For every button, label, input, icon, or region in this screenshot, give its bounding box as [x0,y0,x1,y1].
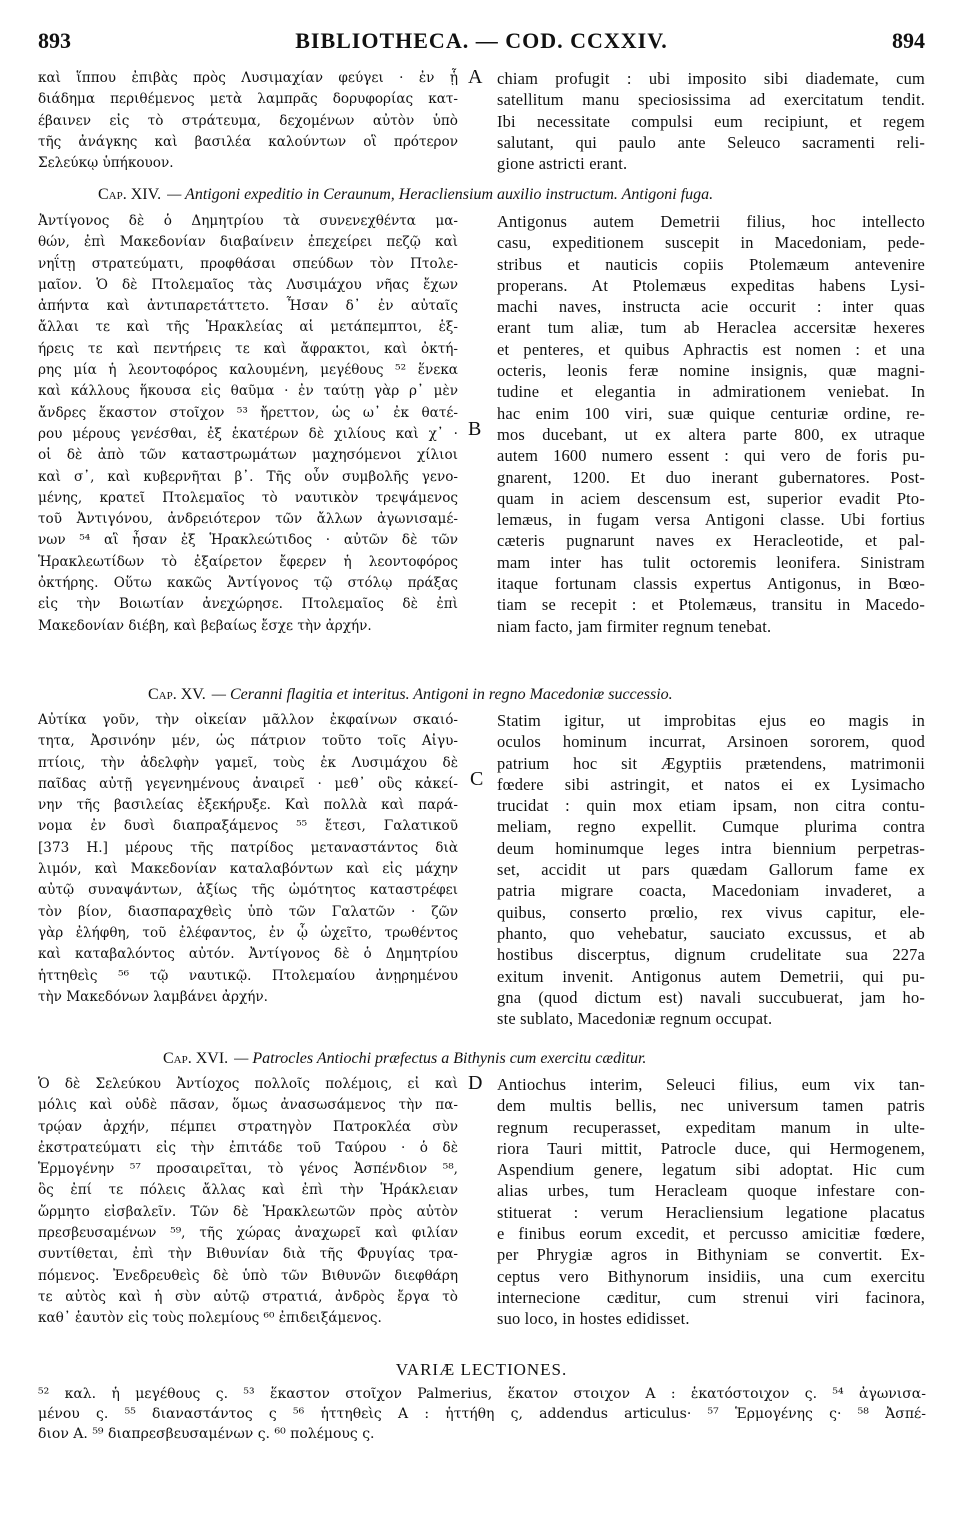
greek-line: ὀκτήρης. Οὕτω κακῶς Ἀντίγονος τῷ στόλῳ πράξας [38,575,458,592]
latin-line: quam in aciem descensum est, superior evadit Pto- [497,488,925,508]
greek-line: Ἀντίγονος δὲ ὁ Δημητρίου τὰ συνενεχθέντα μα- [38,213,458,229]
chapter-heading-15 [148,686,925,708]
chapter-number: Cap. XIV. [98,186,162,203]
note-line: μένου ς. ⁵⁵ διαναστάντος ς ⁵⁶ ἡττηθεὶς A : ἡττήθη ς, addendus articulus· ⁵⁷ Ἑρμογένης ς· ⁵⁸ Ἀσπέ- [38,1406,926,1422]
greek-line: Ἡρακλεωτίδων τὸ ἐξαίρετον ἔφερεν ἡ λεοντοφόρος [38,553,458,570]
greek-line: τητα, Ἀρσινόην μέν, ὡς πάτριον τοῦτο τοῖς Αἰγυ- [38,733,458,750]
latin-line: Statim igitur, ut improbitas ejus eo magis in [497,711,925,730]
greek-line: ἀπήντα καὶ ἀντιπαρετάττετο. Ἦσαν δ᾽ ἐν αὐταῖς [38,298,458,315]
latin-line: stituerat : verum Heracliensium legatione placatus [497,1202,925,1222]
latin-line: cæteris pugnarunt naves ex Heracleotide, et pal- [497,531,925,551]
greek-line: μένης, κρατεῖ Πτολεμαῖος τὸ ναυτικὸν τρεψάμενος [38,489,458,506]
greek-column-section-3 [38,710,458,1008]
greek-line: μόλις καὶ οὐδὲ πᾶσαν, ὅμως ἀνασωσάμενος τὴν πα- [38,1097,458,1114]
greek-line: ἐκστρατεύματι εἰς τὴν ἐπιτάδε τοῦ Ταύρου · ὁ δὲ [38,1139,458,1156]
margin-letter-a: A [468,66,483,88]
greek-line: νηΐτῃ στρατεύματι, προφθάσαι σπεύδων τὸν Πτολε- [38,255,458,272]
greek-line: ὥρμητο εἰσβαλεῖν. Τῶν δὲ Ἡρακλεωτῶν πρὸς αὐτὸν [38,1203,458,1220]
latin-line: octeris, leonis feræ nomine insignis, quæ magni- [497,361,925,381]
chapter-title: — Antigoni expeditio in Ceraunum, Heracliensium auxilio instructum. Antigoni fuga. [167,186,714,203]
greek-line: πτίοις, τὴν ἀδελφὴν γαμεῖ, τοὺς ἐκ Λυσιμάχου δὲ [38,754,458,771]
latin-line: niam facto, jam firmiter regnum tenebat. [497,616,772,636]
latin-column-section-4 [497,1074,925,1330]
latin-line: meliam, regno expellit. Cumque plurima contra [497,817,925,837]
latin-line: per Phrygiæ agros in Bithyniam se convertit. Ex- [497,1245,925,1265]
latin-line: riora Tauri mittit, Patrocle duce, qui Hermogenem, [497,1138,925,1158]
note-line: διον A. ⁵⁹ διαπρεσβευσαμένων ς. ⁶⁰ πολέμους ς. [38,1426,375,1442]
latin-line: properans. At Ptolemæus expeditas habens Lysi- [497,275,925,295]
greek-line: νην τῆς βασιλείας ἐξεκήρυξε. Καὶ πολλὰ καὶ παρά- [38,797,458,814]
greek-line: αὐτῷ συναψάντων, ἀξίως τῆς ὠμότητος καταστρέφει [38,882,458,899]
chapter-title: — Patrocles Antiochi præfectus a Bithynis cum exercitu cæditur. [234,1050,647,1067]
latin-line: oculos hominum incurrat, Arsinoen sororem, quod [497,732,925,752]
greek-line: ἡττηθεὶς ⁵⁶ τῷ ναυτικῷ. Πτολεμαίου ἀνῃρημένου [38,967,458,984]
greek-line: [373 H.] μέρους τῆς πατρίδος μεταναστάντος διὰ [38,839,458,856]
greek-line: μαῖον. Ὁ δὲ Πτολεμαῖος τὰς Λυσιμάχου νῆας ἔχων [38,276,458,293]
note-line: ⁵² καλ. ἡ μεγέθους ς. ⁵³ ἕκαστον στοῖχον Palmerius, ἕκατον στοιχον A : ἑκατόστοιχον ς. ⁵⁴ ἀγωνισα- [38,1386,926,1402]
chapter-heading-16 [163,1050,925,1072]
greek-line: τοῦ Ἀντιγόνου, ἀνδρειότερον τῶν ἄλλων ἀγωνισαμέ- [38,511,458,528]
latin-line: Aspendium genere, legatum sibi adoptat. Hic cum [497,1160,925,1180]
margin-letter-c: C [470,768,484,790]
latin-line: itaque fortunam classis expertus Antigonus, in Bœo- [497,574,925,594]
latin-line: machi naves, instructa acie occurit : inter quas [497,297,925,317]
greek-line: οἱ δὲ ἀπὸ τῶν καταστρωμάτων μαχησόμενοι χίλιοι [38,447,458,464]
chapter-number: Cap. XVI. [163,1050,229,1067]
latin-line: Antigonus autem Demetrii filius, hoc intellecto [497,212,925,231]
running-header [38,28,925,60]
latin-line: hac enim 100 viri, suæ quique centuriæ ordine, re- [497,403,925,423]
greek-line: πρεσβευσαμένων ⁵⁹, τῆς χώρας ἀναχωρεῖ καὶ φιλίαν [38,1225,458,1242]
chapter-title: — Ceranni flagitia et interitus. Antigoni in regno Macedoniæ successio. [211,686,673,703]
greek-line: Μακεδονίαν διέβη, καὶ βεβαίως ἔσχε τὴν ἀρχήν. [38,617,372,634]
greek-line: καὶ ἵππου ἐπιβὰς πρὸς Λυσιμαχίαν φεύγει · ἐν ᾗ [38,70,458,86]
greek-line: νομα ἐν δυσὶ διαπραξάμενος ⁵⁵ ἔτεσι, Γαλατικοῦ [38,818,458,835]
greek-line: ἄνδρες ἕκαστον στοῖχον ⁵³ ἤρεττον, ὡς ω᾽ ἐκ θατέ- [38,404,458,421]
latin-line: et penteres, et quibus Aphractis est nomen : et una [497,339,925,359]
latin-line: trucidat : quin mox etiam ipsam, non citra contu- [497,796,925,816]
greek-line: θών, ἐπὶ Μακεδονίαν διαβαίνειν ἐπεχείρει πεζῷ καὶ [38,234,458,251]
latin-line: exitum invenit. Antigonus autem Demetrii, qui pu- [497,966,925,986]
margin-letter-b: B [468,418,482,440]
greek-line: ὃς ἐπί τε πόλεις ἄλλας καὶ ἐπὶ τὴν Ἡράκλειαν [38,1182,458,1199]
greek-line: νων ⁵⁴ αἳ ἦσαν ἐξ Ἡρακλεώτιδος · αὐτῶν δὲ τῶν [38,532,458,549]
latin-line: mam inter has tulit octoremis leonifera. Sinistram [497,552,925,572]
variae-lectiones-notes [38,1384,926,1444]
latin-column-section-2 [497,211,925,637]
latin-line: tiam se recepit : et Ptolemæus, transitu in Macedo- [497,595,925,615]
greek-line: ρου μέρους γενέσθαι, ἐξ ἑκατέρων δὲ χιλίους καὶ χ᾽ · [38,425,458,442]
latin-line: internecione cæditur, cum strenui viri facinora, [497,1287,925,1307]
greek-line: Αὐτίκα γοῦν, τὴν οἰκείαν μᾶλλον ἐκφαίνων σκαιό- [38,712,458,728]
latin-line: satellitum manu speciosissima ad exercitatum tendit. [497,90,925,110]
greek-line: τρῴαν ἀρχήν, πέμπει στρατηγὸν Πατροκλέα σὺν [38,1118,458,1135]
greek-line: τῆς ἀνάγκης καὶ βασιλέα καλούντων οἳ πρότερον [38,133,458,150]
greek-line: λιμόν, καὶ Μακεδονίαν καταλαβόντων καὶ εἰς μάχην [38,861,458,878]
greek-line: καθ᾽ ἑαυτὸν εἰς τοὺς πολεμίους ⁶⁰ ἐπιδειξάμενος. [38,1310,382,1327]
greek-line: γὰρ ἐλήφθη, τοῦ ἐλέφαντος, ἐν ᾧ ὠχεῖτο, τρωθέντος [38,924,458,941]
latin-line: erant tum aliæ, tum ab Heraclea accersitæ hexeres [497,318,925,338]
variae-lectiones-heading: VARIÆ LECTIONES. [395,1360,568,1379]
latin-line: gna (quod dictum est) navali succubuerat, jam ho- [497,987,925,1007]
page-number-right: 894 [892,28,925,53]
chapter-heading-14 [98,186,925,208]
greek-line: ρης μία ἡ λεοντοφόρος καλουμένη, μεγέθους ⁵² ἕνεκα [38,362,458,379]
latin-line: ste sublato, Macedoniæ regnum occupat. [497,1009,773,1029]
margin-letter-d: D [468,1072,483,1094]
latin-line: e finibus eorum excedit, et percusso amicitiæ fœdere, [497,1224,925,1244]
latin-line: quibus, conserto prœlio, rex vivus capitur, ele- [497,902,925,922]
latin-line: Antiochus interim, Seleuci filius, eum vix tan- [497,1075,925,1094]
latin-line: fœdere sibi astringit, et natos ei ex Lysimacho [497,774,925,794]
greek-column-section-1 [38,68,458,174]
greek-line: Ἑρμογένην ⁵⁷ προσαιρεῖται, τὸ γένος Ἀσπένδιον ⁵⁸, [38,1161,458,1178]
latin-line: salutant, qui paulo ante Seleuco sacramenti reli- [497,132,925,152]
latin-line: autem 1600 numero essent : qui vero de foris pu- [497,446,925,466]
page-number-left: 893 [38,28,71,53]
latin-line: set, accidit ut pars quædam Gallorum fame ex [497,860,925,880]
greek-line: ἄλλαι τε καὶ τῆς Ἡρακλείας αἱ μετάπεμπτοι, ἑξ- [38,319,458,336]
greek-line: τὸν βίον, διασπαραχθεὶς ὑπὸ τῶν Γαλατῶν · ζῶν [38,903,458,920]
latin-line: deum hominumque leges intra biennium perpetras- [497,838,925,858]
latin-line: hostibus discerptus, dignum crudelitate sua 227a [497,945,925,965]
latin-column-section-3 [497,710,925,1029]
greek-column-section-4 [38,1074,458,1330]
greek-line: ήρεις τε καὶ πεντήρεις τε καὶ ἄφρακτοι, καὶ ὀκτή- [38,340,458,357]
latin-line: tudine et elegantia in admirationem veniebat. In [497,382,925,402]
latin-line: casu, expeditionem suscepit in Macedoniam, pede- [497,233,925,253]
latin-line: suo loco, in hostes edidisset. [497,1309,690,1329]
latin-line: phanto, quo vehebatur, sauciato excussus, et ab [497,923,925,943]
latin-line: mos ducebant, ut ex altera parte 800, ex utraque [497,424,925,444]
latin-line: gnarent, 1200. Et duo inerant gubernatores. Post- [497,467,925,487]
greek-line: καὶ σ᾽, καὶ κυβερνῆται β᾽. Τῆς οὖν συμβολῆς γενο- [38,468,458,485]
latin-line: ceptus vero Bithynorum insidiis, una cum exercitu [497,1266,925,1286]
greek-line: συντίθεται, ἐπὶ τὴν Βιθυνίαν διὰ τῆς Φρυγίας τρα- [38,1246,458,1263]
latin-line: Ibi necessitate compulsi eum recipiunt, et regem [497,111,925,131]
greek-line: τὴν Μακεδόνων λαμβάνει ἀρχήν. [38,988,268,1005]
latin-line: chiam profugit : ubi imposito sibi diademate, cum [497,69,925,88]
latin-line: lemæus, in fugam versa Antigoni classe. Ubi fortius [497,510,925,530]
greek-line: εἰς τὴν Βοιωτίαν ἀνεχώρησε. Πτολεμαῖος δὲ ἐπὶ [38,596,458,613]
greek-line: έβαινεν εἰς τὸ στράτευμα, δεχομένων αὐτὸν ὑπὸ [38,112,458,129]
greek-line: παῖδας αὐτῇ γεγενημένους ἀναιρεῖ · μεθ᾽ οὓς κἀκεί- [38,775,458,792]
greek-line: τε αὐτὸς καὶ ἡ σὺν αὐτῷ στρατιά, ἀνδρὸς ἔργα τὸ [38,1288,458,1305]
greek-line: Σελεύκῳ ὑπήκουον. [38,155,174,172]
greek-line: πόμενος. Ἐνεδρευθεὶς δὲ ὑπὸ τῶν Βιθυνῶν διεφθάρη [38,1267,458,1284]
greek-line: καὶ κάλλους ἥκουσα εἰς θαῦμα · ἐν ταύτῃ γὰρ ρ᾽ μὲν [38,383,458,400]
latin-line: patria migrare coacta, Macedoniam invaderet, a [497,881,925,901]
running-title: BIBLIOTHECA. — COD. CCXXIV. [295,28,668,53]
chapter-number: Cap. XV. [148,686,206,703]
latin-line: alias urbes, tum Heracleam quoque infestare con- [497,1181,925,1201]
greek-column-section-2 [38,211,458,637]
greek-line: καὶ καταβαλόντος αὐτόν. Ἀντίγονος δὲ ὁ Δημητρίου [38,946,458,963]
latin-line: patrium hoc sit Ægyptiis prætendens, matrimonii [497,753,925,773]
latin-line: dem multis bellis, nec universum tamen patris [497,1096,925,1116]
latin-line: regnum recuperasset, expeditam manum in ulte- [497,1117,925,1137]
latin-line: gione astricti erant. [497,154,628,174]
latin-column-section-1 [497,68,925,174]
latin-line: stribus et nauticis copiis Ptolemæum antevenire [497,254,925,274]
greek-line: διάδημα περιθέμενος μετὰ λαμπρᾶς δορυφορίας κατ- [38,91,458,108]
greek-line: Ὁ δὲ Σελεύκου Ἀντίοχος πολλοῖς πολέμοις, εἰ καὶ [38,1076,458,1092]
